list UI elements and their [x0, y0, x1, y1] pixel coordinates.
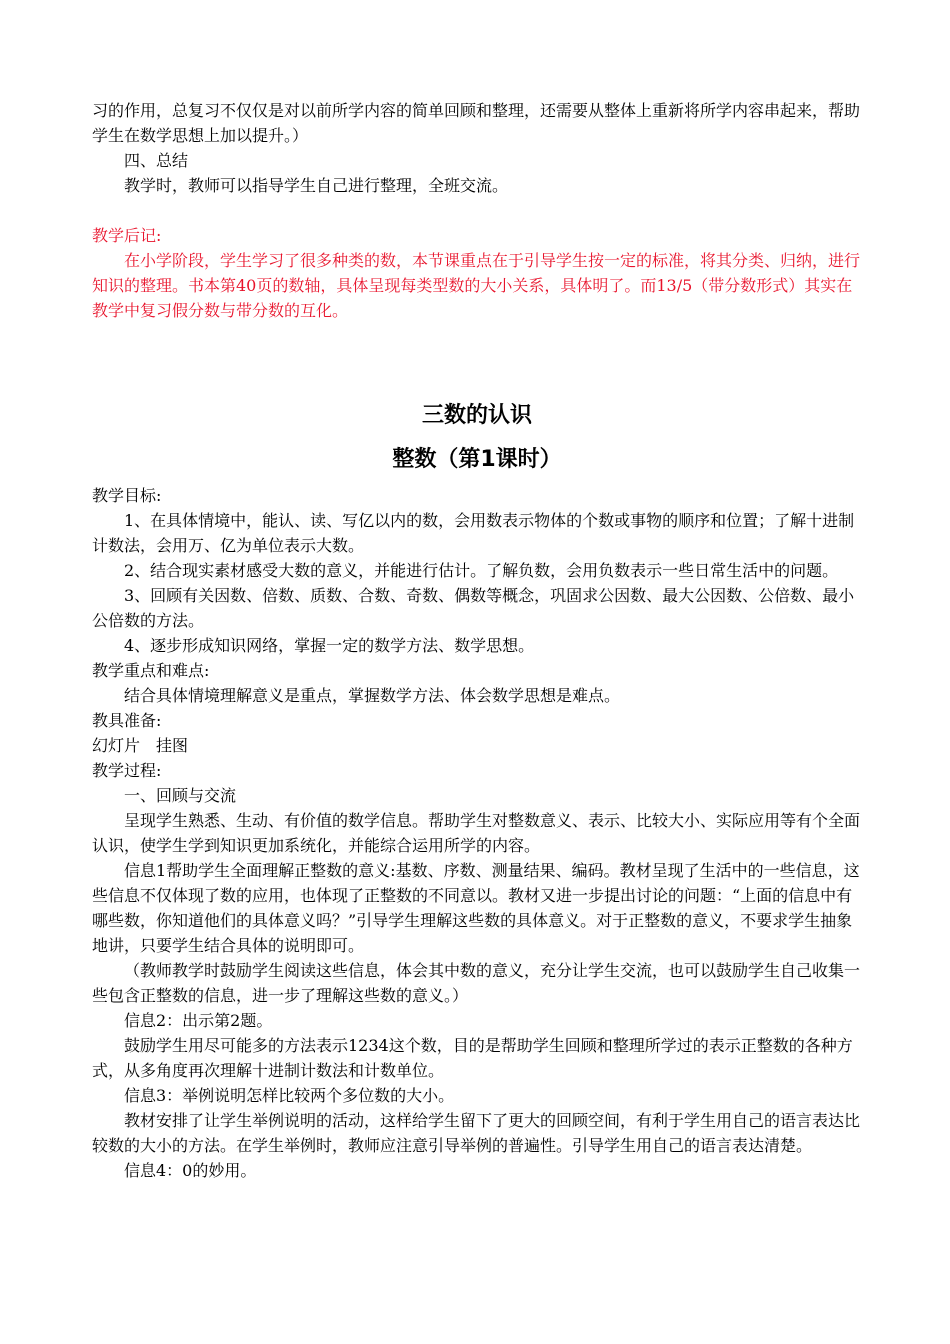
process-paragraph: 信息2：出示第2题。 [124, 1011, 273, 1030]
process-paragraph: （教师教学时鼓励学生阅读这些信息，体会其中数的意义，充分让学生交流，也可以鼓励学生自己收集一些包含正整数的信息，进一步了理解这些数的意义。） [92, 961, 861, 1005]
process-paragraph: 信息3：举例说明怎样比较两个多位数的大小。 [124, 1086, 455, 1105]
postscript-text: 在小学阶段，学生学习了很多种类的数，本节课重点在于引导学生按一定的标准，将其分类、归纳，进行知识的整理。书本第40页的数轴，具体呈现每类型数的大小关系，具体明了。而13/5（带分数形式）其实在教学中复习假分数与带分数的互化。 [92, 251, 861, 320]
intro-paragraph: 习的作用，总复习不仅仅是对以前所学内容的简单回顾和整理，还需要从整体上重新将所学内容串起来，帮助学生在数学思想上加以提升。） [92, 101, 861, 145]
postscript-label: 教学后记: [92, 226, 162, 245]
key-points-text: 结合具体情境理解意义是重点，掌握数学方法、体会数学思想是难点。 [124, 686, 621, 705]
summary-paragraph: 教学时，教师可以指导学生自己进行整理，全班交流。 [124, 176, 509, 195]
lesson-title: 整数（第1课时） [392, 447, 562, 472]
process-paragraph: 呈现学生熟悉、生动、有价值的数学信息。帮助学生对整数意义、表示、比较大小、实际应用等有个全面认识，使学生学到知识更加系统化，并能综合运用所学的内容。 [92, 811, 861, 855]
process-paragraph: 教材安排了让学生举例说明的活动，这样给学生留下了更大的回顾空间，有利于学生用自己的语言表达比较数的大小的方法。在学生举例时，教师应注意引导举例的普遍性。引导学生用自己的语言表达清楚。 [92, 1111, 861, 1155]
process-paragraph: 信息1帮助学生全面理解正整数的意义:基数、序数、测量结果、编码。教材呈现了生活中的一些信息，这些信息不仅体现了数的应用，也体现了正整数的不同意以。教材又进一步提出讨论的问题：“上面的信息中有哪些数，你知道他们的具体意义吗？”引导学生理解这些数的具体意义。对于正整数的意义，不要求学生抽象地讲，只要学生结合具体的说明即可。 [92, 861, 860, 955]
tools-text: 幻灯片 挂图 [92, 736, 189, 755]
process-label: 教学过程: [92, 761, 162, 780]
objective-item: 1、在具体情境中，能认、读、写亿以内的数，会用数表示物体的个数或事物的顺序和位置；了解十进制计数法，会用万、亿为单位表示大数。 [92, 511, 855, 555]
objectives-label: 教学目标: [92, 486, 162, 505]
objective-item: 2、结合现实素材感受大数的意义，并能进行估计。了解负数，会用负数表示一些日常生活中的问题。 [124, 561, 839, 580]
tools-label: 教具准备: [92, 711, 162, 730]
document-page [92, 98, 862, 1183]
objective-item: 4、逐步形成知识网络，掌握一定的数学方法、数学思想。 [124, 636, 535, 655]
chapter-title: 三数的认识 [421, 403, 532, 428]
summary-heading: 四、总结 [124, 151, 189, 170]
process-paragraph: 信息4：0的妙用。 [124, 1161, 257, 1180]
process-paragraph: 鼓励学生用尽可能多的方法表示1234这个数，目的是帮助学生回顾和整理所学过的表示正整数的各种方式，从多角度再次理解十进制计数法和计数单位。 [92, 1036, 853, 1080]
process-heading: 一、回顾与交流 [124, 786, 237, 805]
objective-item: 3、回顾有关因数、倍数、质数、合数、奇数、偶数等概念，巩固求公因数、最大公因数、公倍数、最小公倍数的方法。 [92, 586, 855, 630]
key-points-label: 教学重点和难点: [92, 661, 210, 680]
